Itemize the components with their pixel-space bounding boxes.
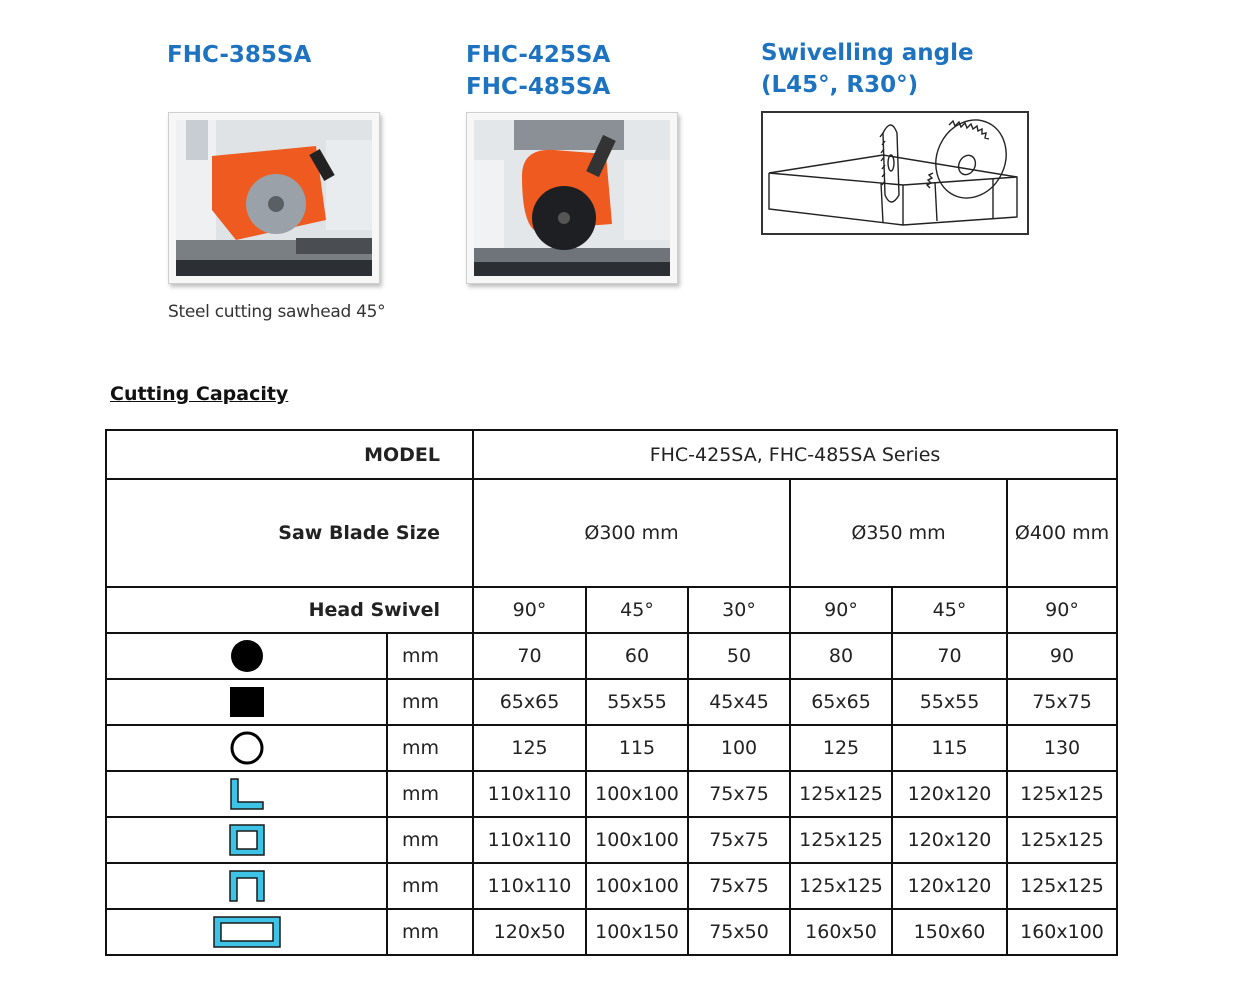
value-cell: 100 xyxy=(688,725,790,771)
rect-tube-icon xyxy=(213,916,281,948)
value-cell: 115 xyxy=(892,725,1007,771)
value-cell: 100x100 xyxy=(586,863,688,909)
swivel-angles: (L45°, R30°) xyxy=(761,72,919,98)
blade-size-300: Ø300 mm xyxy=(473,479,790,587)
swivel-diagram xyxy=(761,111,1029,235)
value-cell: 120x50 xyxy=(473,909,586,955)
angle-cell: 30° xyxy=(688,587,790,633)
head-swivel-label: Head Swivel xyxy=(106,587,473,633)
blade-size-400: Ø400 mm xyxy=(1007,479,1117,587)
shape-cell xyxy=(106,725,387,771)
solid-square-icon xyxy=(229,686,265,718)
shape-cell xyxy=(106,863,387,909)
value-cell: 55x55 xyxy=(892,679,1007,725)
value-cell: 75x75 xyxy=(688,817,790,863)
value-cell: 70 xyxy=(892,633,1007,679)
sawhead-425sa-photo xyxy=(466,112,678,284)
table-row xyxy=(106,725,1117,771)
value-cell: 60 xyxy=(586,633,688,679)
value-cell: 125x125 xyxy=(790,771,892,817)
solid-circle-icon xyxy=(229,638,265,674)
model-value: FHC-425SA, FHC-485SA Series xyxy=(473,430,1117,479)
angle-profile-icon xyxy=(229,778,265,810)
value-cell: 75x75 xyxy=(688,863,790,909)
shape-cell xyxy=(106,679,387,725)
value-cell: 130 xyxy=(1007,725,1117,771)
value-cell: 90 xyxy=(1007,633,1117,679)
table-row xyxy=(106,771,1117,817)
unit-cell: mm xyxy=(387,725,473,771)
model-label: MODEL xyxy=(106,430,473,479)
value-cell: 125x125 xyxy=(1007,771,1117,817)
value-cell: 160x100 xyxy=(1007,909,1117,955)
unit-cell: mm xyxy=(387,679,473,725)
head-swivel-row xyxy=(106,587,1117,633)
table-row xyxy=(106,679,1117,725)
angle-cell: 45° xyxy=(586,587,688,633)
square-tube-icon xyxy=(229,824,265,856)
value-cell: 75x75 xyxy=(1007,679,1117,725)
unit-cell: mm xyxy=(387,863,473,909)
value-cell: 110x110 xyxy=(473,771,586,817)
blade-size-350: Ø350 mm xyxy=(790,479,1007,587)
unit-cell: mm xyxy=(387,909,473,955)
value-cell: 110x110 xyxy=(473,863,586,909)
value-cell: 125x125 xyxy=(1007,863,1117,909)
value-cell: 150x60 xyxy=(892,909,1007,955)
pipe-circle-icon xyxy=(229,730,265,766)
unit-cell: mm xyxy=(387,817,473,863)
shape-cell xyxy=(106,909,387,955)
value-cell: 80 xyxy=(790,633,892,679)
value-cell: 125 xyxy=(473,725,586,771)
model-title-385sa: FHC-385SA xyxy=(167,42,312,68)
value-cell: 125x125 xyxy=(1007,817,1117,863)
value-cell: 120x120 xyxy=(892,817,1007,863)
value-cell: 100x150 xyxy=(586,909,688,955)
sawhead-385sa-photo xyxy=(168,112,380,284)
angle-cell: 90° xyxy=(473,587,586,633)
value-cell: 125 xyxy=(790,725,892,771)
unit-cell: mm xyxy=(387,771,473,817)
value-cell: 125x125 xyxy=(790,817,892,863)
blade-size-row xyxy=(106,479,1117,587)
swivel-title: Swivelling angle xyxy=(761,40,974,66)
shape-cell xyxy=(106,771,387,817)
value-cell: 70 xyxy=(473,633,586,679)
model-title-425sa: FHC-425SA xyxy=(466,42,611,68)
value-cell: 55x55 xyxy=(586,679,688,725)
value-cell: 65x65 xyxy=(790,679,892,725)
value-cell: 75x50 xyxy=(688,909,790,955)
value-cell: 100x100 xyxy=(586,817,688,863)
table-row xyxy=(106,863,1117,909)
value-cell: 120x120 xyxy=(892,771,1007,817)
shape-cell xyxy=(106,633,387,679)
value-cell: 100x100 xyxy=(586,771,688,817)
table-row xyxy=(106,633,1117,679)
angle-cell: 90° xyxy=(1007,587,1117,633)
value-cell: 50 xyxy=(688,633,790,679)
table-row xyxy=(106,909,1117,955)
model-row xyxy=(106,430,1117,479)
value-cell: 120x120 xyxy=(892,863,1007,909)
value-cell: 45x45 xyxy=(688,679,790,725)
angle-cell: 45° xyxy=(892,587,1007,633)
blade-size-label: Saw Blade Size xyxy=(106,479,473,587)
sawhead-caption: Steel cutting sawhead 45° xyxy=(168,302,386,322)
value-cell: 110x110 xyxy=(473,817,586,863)
channel-profile-icon xyxy=(229,870,265,902)
value-cell: 115 xyxy=(586,725,688,771)
cutting-capacity-title: Cutting Capacity xyxy=(110,383,289,405)
value-cell: 65x65 xyxy=(473,679,586,725)
shape-cell xyxy=(106,817,387,863)
unit-cell: mm xyxy=(387,633,473,679)
value-cell: 125x125 xyxy=(790,863,892,909)
value-cell: 160x50 xyxy=(790,909,892,955)
value-cell: 75x75 xyxy=(688,771,790,817)
model-title-485sa: FHC-485SA xyxy=(466,74,611,100)
table-row xyxy=(106,817,1117,863)
cutting-capacity-table xyxy=(105,429,1118,956)
angle-cell: 90° xyxy=(790,587,892,633)
